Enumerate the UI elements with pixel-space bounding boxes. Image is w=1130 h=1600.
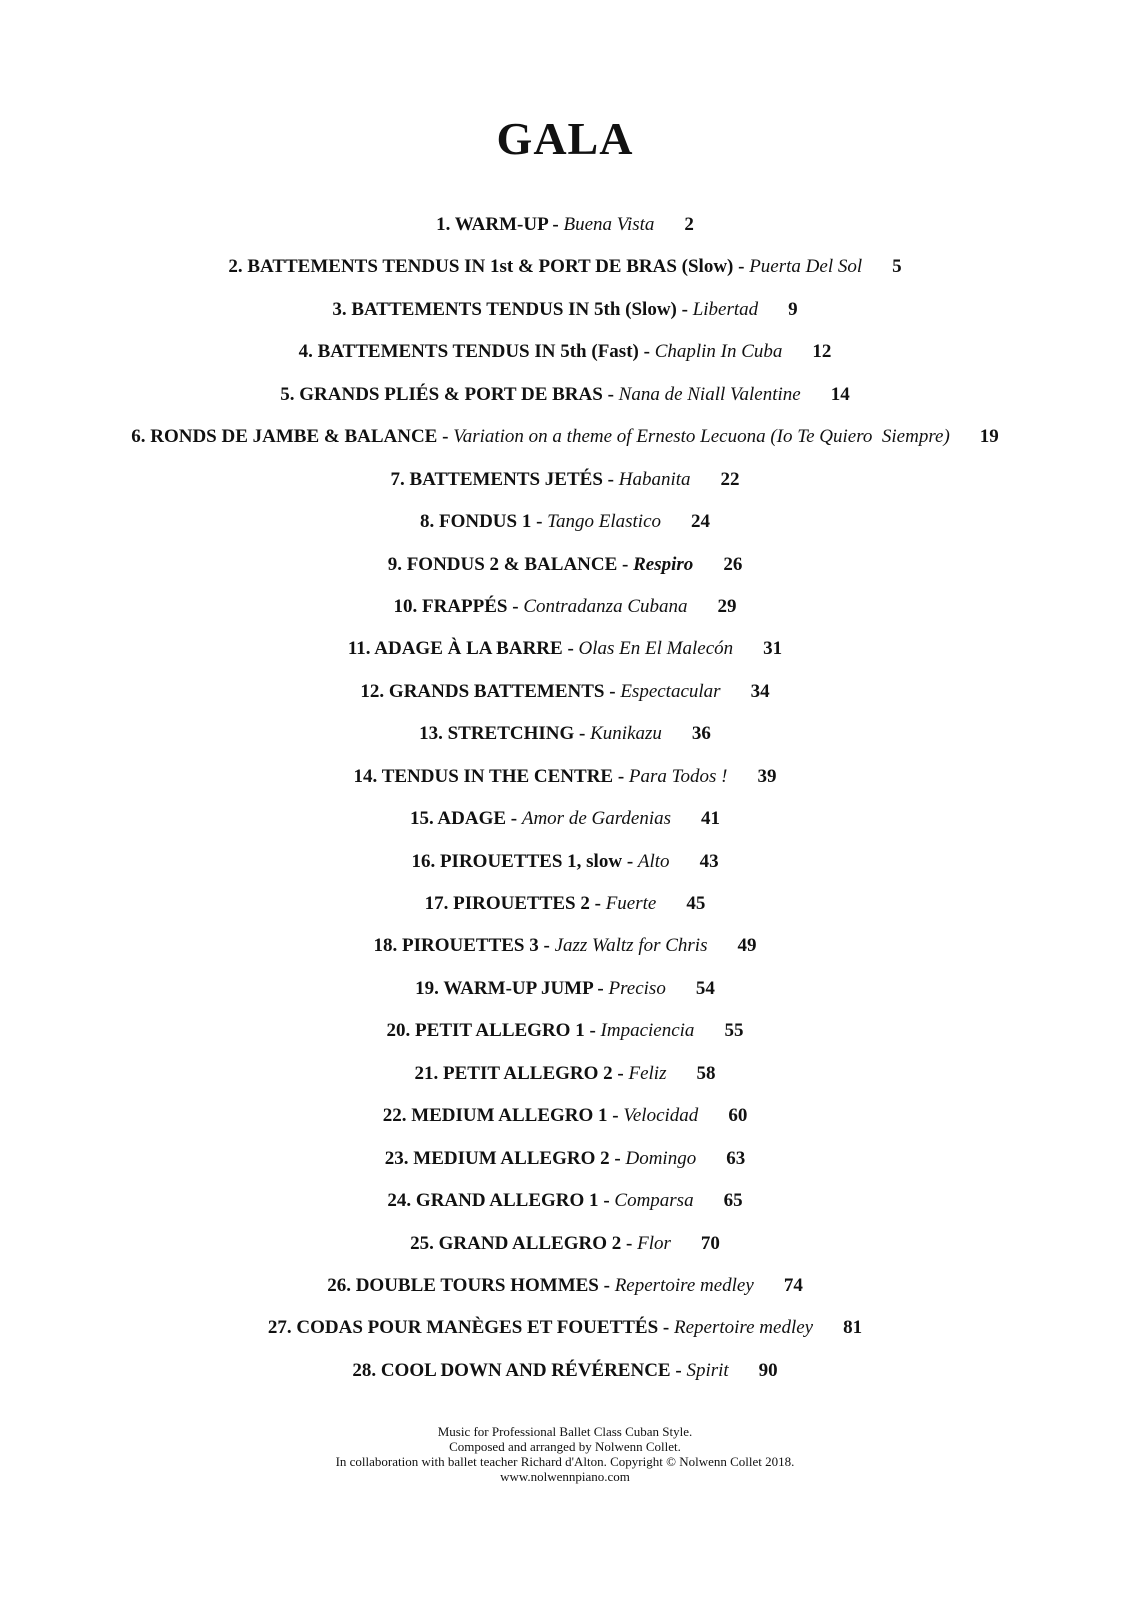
toc-entry-title: 7. BATTEMENTS JETÉS [390,468,603,490]
table-of-contents [0,204,1130,1392]
toc-entry-piece: Jazz Waltz for Chris [554,935,708,957]
toc-entry[interactable] [0,883,1130,925]
toc-entry-title: 4. BATTEMENTS TENDUS IN 5th (Fast) [298,341,639,363]
toc-entry-separator: - [733,256,750,278]
footer-line-copyright: In collaboration with ballet teacher Richard d'Alton. Copyright © Nolwenn Collet 2018. [335,1454,795,1469]
toc-entry[interactable] [0,1180,1130,1222]
toc-entry-piece: Repertoire medley [674,1317,814,1339]
toc-entry-separator: - [638,341,655,363]
toc-entry-page-number: 19 [979,426,999,448]
toc-entry[interactable] [0,1307,1130,1349]
toc-entry-separator: - [507,595,524,617]
footer-line-composer: Composed and arranged by Nolwenn Collet. [449,1439,681,1454]
toc-entry-title: 1. WARM-UP [436,214,548,235]
toc-entry-title: 14. TENDUS IN THE CENTRE [353,765,614,787]
toc-entry-page-number: 43 [699,850,719,872]
page-title: GALA [496,113,634,164]
toc-entry-page-number: 63 [726,1147,746,1169]
toc-entry[interactable] [0,586,1130,628]
toc-entry[interactable] [0,713,1130,755]
toc-entry-piece: Respiro [633,553,694,575]
toc-entry-separator: - [602,383,619,405]
toc-entry-separator: - [612,1062,629,1084]
toc-entry-separator: - [531,511,548,533]
toc-entry[interactable] [0,1053,1130,1095]
toc-entry-piece: Olas En El Malecón [578,638,734,660]
toc-entry-page-number: 58 [696,1062,716,1084]
toc-entry-separator: - [437,426,454,448]
toc-entry[interactable] [0,968,1130,1010]
toc-entry-page-number: 60 [728,1105,748,1127]
toc-entry-piece: Spirit [686,1359,729,1381]
footer-line-description: Music for Professional Ballet Class Cuban Style. [437,1424,693,1439]
toc-entry-page-number: 31 [763,638,783,660]
toc-entry-piece: Domingo [625,1147,697,1169]
toc-entry[interactable] [0,331,1130,373]
toc-entry-page-number: 5 [892,256,902,278]
toc-entry-separator: - [609,1147,626,1169]
toc-entry-piece: Amor de Gardenias [521,808,672,830]
toc-entry-page-number: 81 [843,1317,863,1339]
toc-entry-piece: Kunikazu [590,723,662,745]
toc-entry-separator: - [538,935,555,957]
toc-entry[interactable] [0,841,1130,883]
toc-entry-title: 9. FONDUS 2 & BALANCE [387,553,618,575]
footer-website-link[interactable]: www.nolwennpiano.com [500,1469,630,1484]
toc-entry-piece: Feliz [628,1062,667,1084]
toc-entry-separator: - [562,638,579,660]
toc-entry-piece: Repertoire medley [614,1274,754,1296]
toc-entry-piece: Para Todos ! [628,765,728,787]
toc-entry-page-number: 55 [724,1020,744,1042]
toc-entry-title: 21. PETIT ALLEGRO 2 [414,1062,613,1084]
toc-entry-separator: - [622,850,638,872]
toc-entry-piece: Velocidad [623,1105,699,1127]
toc-entry[interactable] [0,671,1130,713]
toc-entry-separator: - [617,553,634,575]
toc-entry-page-number: 2 [684,214,694,235]
toc-entry-separator: - [598,1274,615,1296]
toc-entry-page-number: 34 [750,680,770,702]
toc-entry-separator: - [589,893,606,914]
toc-entry-page-number: 74 [783,1274,803,1296]
toc-entry-separator: - [658,1317,674,1339]
toc-entry-title: 18. PIROUETTES 3 [373,935,539,957]
toc-entry-title: 10. FRAPPÉS [393,595,508,617]
toc-entry-separator: - [592,977,609,999]
toc-entry-title: 19. WARM-UP JUMP [415,977,593,999]
toc-entry-title: 16. PIROUETTES 1, slow [411,850,623,872]
toc-entry-title: 3. BATTEMENTS TENDUS IN 5th (Slow) [332,298,677,320]
toc-entry-page-number: 36 [691,723,711,745]
toc-entry-page-number: 49 [737,935,757,957]
toc-entry[interactable] [0,628,1130,670]
toc-entry-title: 23. MEDIUM ALLEGRO 2 [384,1147,610,1169]
toc-entry-piece: Tango Elastico [547,511,662,533]
toc-entry-page-number: 24 [691,511,711,533]
toc-entry-page-number: 14 [830,383,850,405]
toc-entry[interactable] [0,204,1130,246]
toc-entry[interactable] [0,1350,1130,1392]
toc-entry-separator: - [574,723,591,745]
toc-entry-page-number: 41 [701,808,721,830]
toc-entry-separator: - [621,1232,638,1254]
toc-entry-title: 25. GRAND ALLEGRO 2 [410,1232,622,1254]
toc-entry[interactable] [0,1265,1130,1307]
toc-entry-page-number: 12 [812,341,832,363]
toc-entry-title: 28. COOL DOWN AND RÉVÉRENCE [352,1359,671,1381]
toc-entry-piece: Libertad [692,298,759,320]
toc-entry-separator: - [547,214,564,235]
toc-entry-page-number: 65 [723,1190,743,1212]
toc-entry-piece: Impaciencia [600,1020,695,1042]
toc-entry-page-number: 90 [758,1359,778,1381]
toc-entry[interactable] [0,246,1130,288]
toc-entry-piece: Alto [637,850,670,872]
toc-entry-piece: Comparsa [614,1190,694,1212]
toc-entry-title: 2. BATTEMENTS TENDUS IN 1st & PORT DE BRAS (Slow) [228,256,734,278]
toc-entry[interactable] [0,374,1130,416]
toc-entry-separator: - [598,1190,615,1212]
toc-entry-separator: - [506,808,522,830]
toc-entry-page-number: 26 [723,553,743,575]
toc-entry-piece: Habanita [618,468,691,490]
toc-entry-piece: Espectacular [620,680,721,702]
toc-entry-separator: - [613,765,629,787]
toc-entry-page-number: 9 [788,298,798,320]
toc-entry-title: 17. PIROUETTES 2 [424,893,590,914]
toc-entry[interactable] [0,925,1130,967]
footer [0,1424,1130,1484]
toc-entry-title: 27. CODAS POUR MANÈGES ET FOUETTÉS [267,1317,659,1339]
toc-entry-title: 5. GRANDS PLIÉS & PORT DE BRAS [280,383,603,405]
toc-entry-title: 13. STRETCHING [419,723,575,745]
toc-entry-page-number: 22 [720,468,740,490]
toc-entry-title: 20. PETIT ALLEGRO 1 [386,1020,585,1042]
toc-entry-title: 11. ADAGE À LA BARRE [347,638,563,660]
toc-entry-page-number: 54 [695,977,715,999]
toc-entry-separator: - [676,298,693,320]
toc-entry-page-number: 45 [686,893,706,914]
toc-entry-title: 26. DOUBLE TOURS HOMMES [327,1274,599,1296]
toc-entry-separator: - [602,468,619,490]
toc-entry[interactable] [0,289,1130,331]
toc-entry-title: 8. FONDUS 1 [419,511,532,533]
toc-entry[interactable] [0,1138,1130,1180]
toc-entry-page-number: 39 [757,765,777,787]
toc-entry[interactable] [0,1010,1130,1052]
toc-entry[interactable] [0,459,1130,501]
toc-entry-page-number: 70 [700,1232,720,1254]
toc-entry-piece: Fuerte [605,893,657,914]
toc-entry-title: 12. GRANDS BATTEMENTS [360,680,605,702]
toc-entry-piece: Flor [637,1232,671,1254]
toc-entry[interactable] [0,416,1130,458]
toc-entry[interactable] [0,1223,1130,1265]
toc-entry-separator: - [607,1105,624,1127]
toc-entry-title: 24. GRAND ALLEGRO 1 [387,1190,599,1212]
toc-entry[interactable] [0,544,1130,586]
toc-entry-separator: - [584,1020,601,1042]
toc-entry-piece: Preciso [608,977,666,999]
toc-entry-piece: Nana de Niall Valentine [618,383,801,405]
toc-entry-piece: Puerta Del Sol [749,256,863,278]
toc-entry-piece: Variation on a theme of Ernesto Lecuona (Io Te Quiero Siempre) [453,426,950,448]
toc-entry-piece: Contradanza Cubana [523,595,688,617]
toc-entry-piece: Buena Vista [563,214,655,235]
toc-entry-separator: - [670,1359,687,1381]
toc-entry-title: 22. MEDIUM ALLEGRO 1 [382,1105,608,1127]
toc-entry-title: 6. RONDS DE JAMBE & BALANCE [131,426,438,448]
toc-entry[interactable] [0,798,1130,840]
toc-entry-title: 15. ADAGE [409,808,507,830]
toc-entry-separator: - [604,680,621,702]
toc-entry[interactable] [0,756,1130,798]
toc-entry[interactable] [0,501,1130,543]
toc-entry[interactable] [0,1095,1130,1137]
toc-entry-page-number: 29 [717,595,737,617]
toc-entry-piece: Chaplin In Cuba [654,341,783,363]
